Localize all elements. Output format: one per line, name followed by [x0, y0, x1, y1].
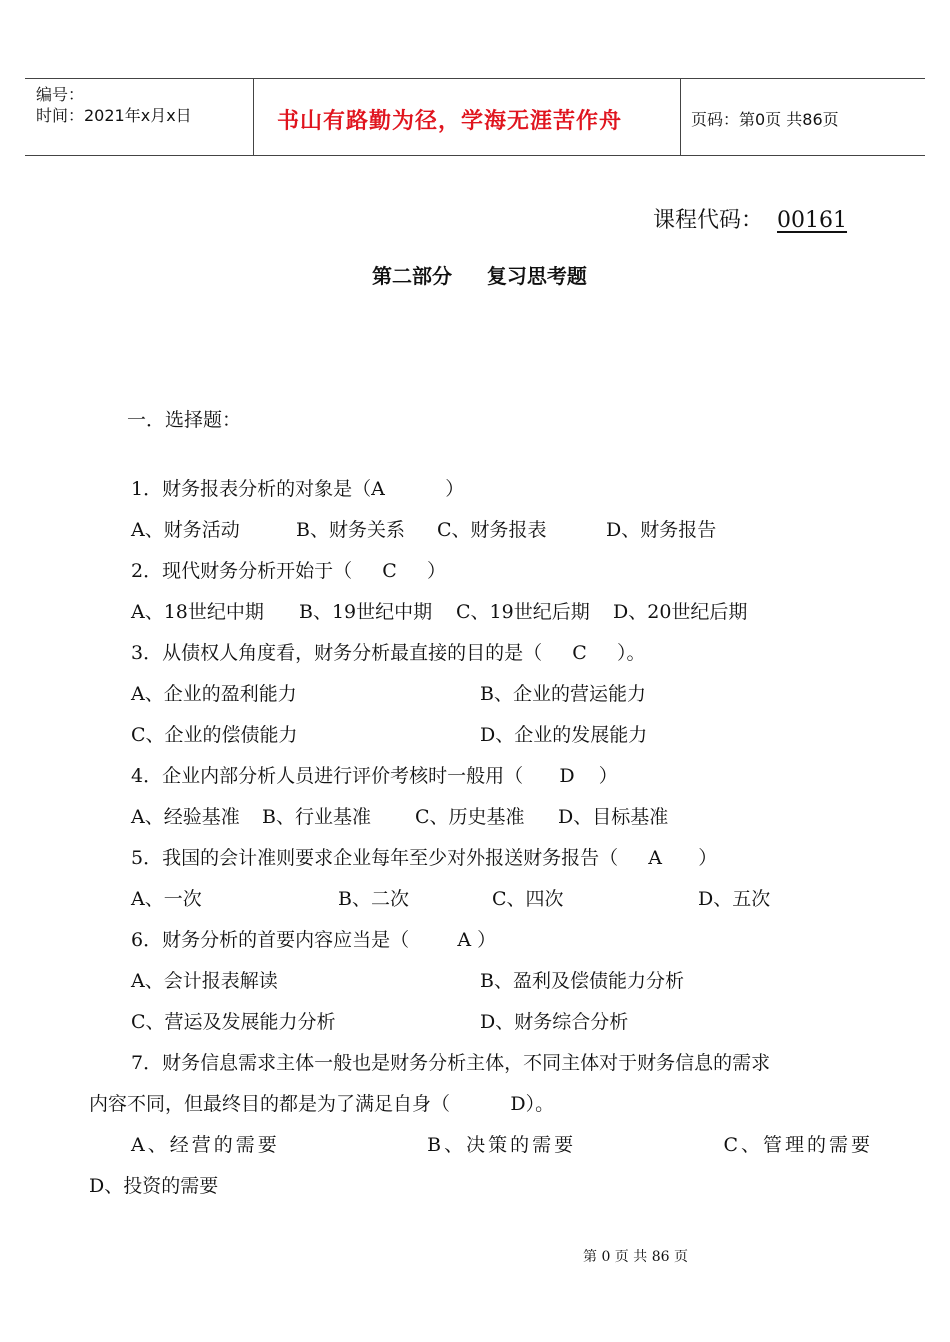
question-1-option-b: B、财务关系 — [296, 519, 405, 541]
question-3-option-a: A、企业的盈利能力 — [131, 683, 297, 705]
question-7-stem-line-2: 内容不同，但最终目的都是为了满足自身（ D）。 — [89, 1093, 555, 1115]
question-3-option-b: B、企业的营运能力 — [480, 683, 646, 705]
question-7-options-row — [131, 1130, 873, 1157]
question-5-option-a: A、一次 — [131, 888, 202, 910]
question-6-option-b: B、盈利及偿债能力分析 — [480, 970, 684, 992]
question-4-option-c: C、历史基准 — [415, 806, 525, 828]
question-1-option-c: C、财务报表 — [437, 519, 547, 541]
question-2-option-c: C、19世纪后期 — [456, 601, 590, 623]
page-title: 第二部分 复习思考题 — [372, 264, 587, 288]
question-6-option-d: D、财务综合分析 — [480, 1011, 629, 1033]
question-2-option-a: A、18世纪中期 — [131, 601, 264, 623]
section-heading: 一．选择题： — [127, 409, 242, 431]
question-2-option-d: D、20世纪后期 — [613, 601, 748, 623]
header-page-info: 页码：第0页 共86页 — [691, 110, 839, 129]
question-2-stem: 2．现代财务分析开始于（ C ） — [131, 560, 447, 582]
question-5-stem: 5．我国的会计准则要求企业每年至少对外报送财务报告（ A ） — [131, 847, 718, 869]
page-footer: 第 0 页 共 86 页 — [583, 1249, 688, 1265]
question-3-option-d: D、企业的发展能力 — [480, 724, 648, 746]
question-5-option-b: B、二次 — [338, 888, 409, 910]
question-1-stem: 1．财务报表分析的对象是（A ） — [131, 478, 465, 500]
question-7-stem-line-1: 7．财务信息需求主体一般也是财务分析主体，不同主体对于财务信息的需求 — [131, 1052, 771, 1074]
question-7-option-a: A、经营的需要 — [131, 1134, 280, 1156]
question-7-option-b: B、决策的需要 — [427, 1134, 577, 1156]
header-bottom-rule — [25, 155, 925, 156]
question-4-option-a: A、经验基准 — [131, 806, 240, 828]
header-time-label: 时间：2021年x月x日 — [36, 106, 192, 125]
header-top-rule — [25, 78, 925, 79]
question-4-option-d: D、目标基准 — [558, 806, 669, 828]
question-6-option-a: A、会计报表解读 — [131, 970, 278, 992]
header-divider-left — [253, 78, 254, 155]
question-6-option-c: C、营运及发展能力分析 — [131, 1011, 336, 1033]
course-code — [653, 203, 847, 234]
question-4-stem: 4．企业内部分析人员进行评价考核时一般用（ D ） — [131, 765, 618, 787]
question-5-option-d: D、五次 — [698, 888, 771, 910]
header-divider-right — [680, 78, 681, 155]
question-2-option-b: B、19世纪中期 — [299, 601, 433, 623]
question-5-option-c: C、四次 — [492, 888, 564, 910]
question-7-option-c: C、管理的需要 — [723, 1134, 873, 1156]
question-4-option-b: B、行业基准 — [262, 806, 371, 828]
course-code-label: 课程代码： — [653, 208, 764, 233]
course-code-value: 00161 — [777, 208, 848, 233]
question-3-option-c: C、企业的偿债能力 — [131, 724, 298, 746]
question-7-option-d: D、投资的需要 — [89, 1175, 219, 1197]
question-3-stem: 3．从债权人角度看，财务分析最直接的目的是（ C ）。 — [131, 642, 646, 664]
question-6-stem: 6．财务分析的首要内容应当是（ A ） — [131, 929, 497, 951]
question-1-option-a: A、财务活动 — [131, 519, 240, 541]
question-1-option-d: D、财务报告 — [606, 519, 717, 541]
header-number-label: 编号： — [36, 85, 85, 104]
header-motto: 书山有路勤为径，学海无涯苦作舟 — [277, 109, 623, 134]
